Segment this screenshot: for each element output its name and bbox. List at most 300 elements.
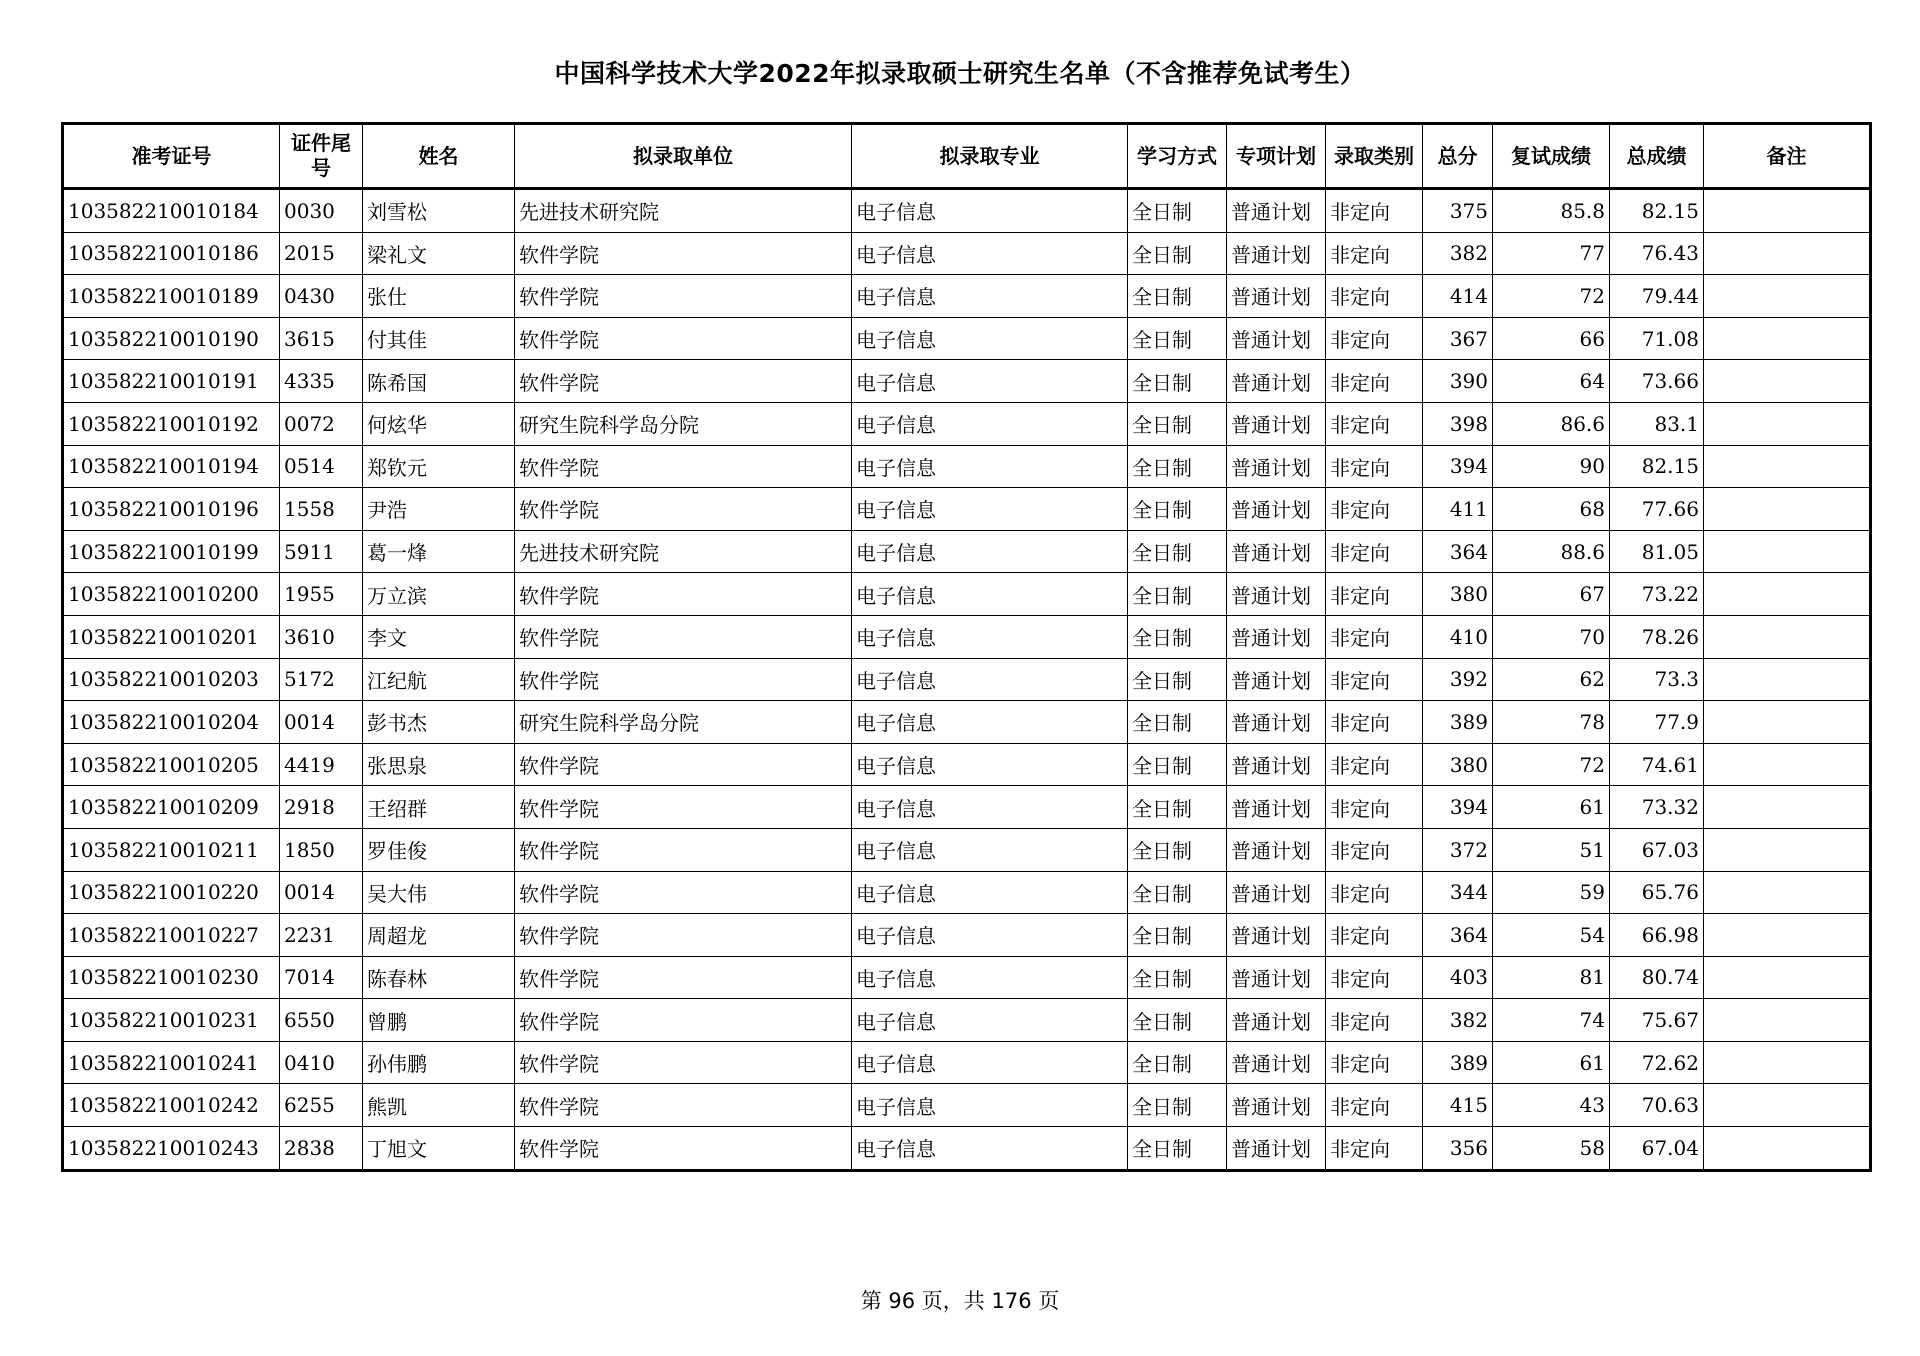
cell-total: 389 [1423,701,1493,744]
cell-unit: 软件学院 [515,615,852,658]
cell-total: 398 [1423,402,1493,445]
table-row [63,658,1871,701]
table-row [63,786,1871,829]
cell-special-plan: 普通计划 [1227,360,1326,403]
cell-special-plan: 普通计划 [1227,1127,1326,1171]
cell-remarks [1704,488,1871,531]
cell-id-tail: 1558 [280,488,363,531]
header-exam-id: 准考证号 [63,124,280,189]
cell-remarks [1704,956,1871,999]
cell-total: 403 [1423,956,1493,999]
cell-id-tail: 4419 [280,743,363,786]
cell-study-mode: 全日制 [1128,189,1227,233]
table-row [63,701,1871,744]
cell-name: 李文 [363,615,515,658]
cell-retest: 58 [1493,1127,1610,1171]
cell-total: 392 [1423,658,1493,701]
table-row [63,573,1871,616]
cell-major: 电子信息 [852,786,1128,829]
admission-table [61,122,1872,1172]
cell-study-mode: 全日制 [1128,317,1227,360]
table-row [63,402,1871,445]
cell-exam-id: 103582210010231 [63,999,280,1042]
cell-total: 364 [1423,914,1493,957]
cell-name: 吴大伟 [363,871,515,914]
cell-name: 陈春林 [363,956,515,999]
cell-study-mode: 全日制 [1128,615,1227,658]
cell-admission-type: 非定向 [1326,999,1423,1042]
cell-study-mode: 全日制 [1128,530,1227,573]
cell-retest: 72 [1493,275,1610,318]
cell-total: 375 [1423,189,1493,233]
cell-exam-id: 103582210010209 [63,786,280,829]
cell-name: 尹浩 [363,488,515,531]
header-id-tail: 证件尾号 [280,124,363,189]
cell-unit: 软件学院 [515,275,852,318]
cell-study-mode: 全日制 [1128,658,1227,701]
cell-total: 367 [1423,317,1493,360]
cell-remarks [1704,786,1871,829]
cell-special-plan: 普通计划 [1227,275,1326,318]
cell-overall: 80.74 [1610,956,1704,999]
cell-id-tail: 3610 [280,615,363,658]
cell-major: 电子信息 [852,402,1128,445]
cell-admission-type: 非定向 [1326,402,1423,445]
cell-remarks [1704,275,1871,318]
cell-total: 415 [1423,1084,1493,1127]
cell-admission-type: 非定向 [1326,189,1423,233]
cell-retest: 85.8 [1493,189,1610,233]
cell-unit: 研究生院科学岛分院 [515,402,852,445]
cell-overall: 73.22 [1610,573,1704,616]
cell-id-tail: 5172 [280,658,363,701]
cell-name: 郑钦元 [363,445,515,488]
cell-admission-type: 非定向 [1326,360,1423,403]
cell-retest: 43 [1493,1084,1610,1127]
table-row [63,530,1871,573]
cell-overall: 76.43 [1610,232,1704,275]
cell-retest: 70 [1493,615,1610,658]
cell-study-mode: 全日制 [1128,701,1227,744]
cell-remarks [1704,1127,1871,1171]
cell-name: 曾鹏 [363,999,515,1042]
cell-overall: 67.04 [1610,1127,1704,1171]
cell-id-tail: 1955 [280,573,363,616]
cell-overall: 73.3 [1610,658,1704,701]
cell-exam-id: 103582210010192 [63,402,280,445]
cell-major: 电子信息 [852,232,1128,275]
cell-overall: 82.15 [1610,445,1704,488]
cell-id-tail: 0072 [280,402,363,445]
cell-exam-id: 103582210010241 [63,1041,280,1084]
cell-name: 万立滨 [363,573,515,616]
cell-unit: 软件学院 [515,914,852,957]
header-admission-type: 录取类别 [1326,124,1423,189]
cell-unit: 软件学院 [515,786,852,829]
table-row [63,999,1871,1042]
cell-overall: 74.61 [1610,743,1704,786]
cell-total: 414 [1423,275,1493,318]
cell-retest: 61 [1493,1041,1610,1084]
cell-special-plan: 普通计划 [1227,189,1326,233]
cell-major: 电子信息 [852,914,1128,957]
cell-study-mode: 全日制 [1128,1084,1227,1127]
table-row [63,956,1871,999]
cell-retest: 86.6 [1493,402,1610,445]
header-overall: 总成绩 [1610,124,1704,189]
table-row [63,828,1871,871]
cell-overall: 78.26 [1610,615,1704,658]
cell-major: 电子信息 [852,275,1128,318]
cell-overall: 79.44 [1610,275,1704,318]
cell-name: 何炫华 [363,402,515,445]
table-row [63,445,1871,488]
cell-admission-type: 非定向 [1326,1041,1423,1084]
table-row [63,743,1871,786]
cell-total: 380 [1423,573,1493,616]
cell-unit: 软件学院 [515,871,852,914]
cell-overall: 70.63 [1610,1084,1704,1127]
table-row [63,275,1871,318]
cell-retest: 78 [1493,701,1610,744]
cell-study-mode: 全日制 [1128,232,1227,275]
cell-remarks [1704,914,1871,957]
cell-special-plan: 普通计划 [1227,573,1326,616]
cell-remarks [1704,615,1871,658]
cell-special-plan: 普通计划 [1227,999,1326,1042]
page-footer: 第 96 页，共 176 页 [860,1289,1060,1313]
cell-name: 王绍群 [363,786,515,829]
cell-unit: 软件学院 [515,488,852,531]
table-row [63,488,1871,531]
table-row [63,615,1871,658]
cell-retest: 62 [1493,658,1610,701]
header-major: 拟录取专业 [852,124,1128,189]
cell-retest: 54 [1493,914,1610,957]
cell-overall: 67.03 [1610,828,1704,871]
cell-overall: 77.9 [1610,701,1704,744]
cell-admission-type: 非定向 [1326,786,1423,829]
cell-admission-type: 非定向 [1326,1084,1423,1127]
cell-exam-id: 103582210010230 [63,956,280,999]
page-title: 中国科学技术大学2022年拟录取硕士研究生名单（不含推荐免试考生） [554,59,1366,88]
cell-admission-type: 非定向 [1326,701,1423,744]
table-row [63,232,1871,275]
cell-retest: 88.6 [1493,530,1610,573]
cell-special-plan: 普通计划 [1227,402,1326,445]
cell-admission-type: 非定向 [1326,488,1423,531]
cell-id-tail: 0430 [280,275,363,318]
cell-exam-id: 103582210010200 [63,573,280,616]
cell-id-tail: 0030 [280,189,363,233]
table-row [63,360,1871,403]
cell-remarks [1704,1041,1871,1084]
cell-id-tail: 0410 [280,1041,363,1084]
cell-major: 电子信息 [852,871,1128,914]
cell-study-mode: 全日制 [1128,445,1227,488]
cell-retest: 68 [1493,488,1610,531]
cell-total: 380 [1423,743,1493,786]
cell-unit: 软件学院 [515,232,852,275]
cell-study-mode: 全日制 [1128,999,1227,1042]
cell-study-mode: 全日制 [1128,1041,1227,1084]
cell-name: 彭书杰 [363,701,515,744]
cell-id-tail: 2838 [280,1127,363,1171]
cell-study-mode: 全日制 [1128,488,1227,531]
cell-retest: 74 [1493,999,1610,1042]
cell-major: 电子信息 [852,488,1128,531]
cell-overall: 71.08 [1610,317,1704,360]
cell-major: 电子信息 [852,701,1128,744]
cell-special-plan: 普通计划 [1227,1041,1326,1084]
cell-major: 电子信息 [852,445,1128,488]
cell-id-tail: 1850 [280,828,363,871]
cell-study-mode: 全日制 [1128,914,1227,957]
cell-id-tail: 0014 [280,871,363,914]
cell-remarks [1704,402,1871,445]
cell-unit: 软件学院 [515,743,852,786]
header-special-plan: 专项计划 [1227,124,1326,189]
cell-unit: 软件学院 [515,828,852,871]
cell-total: 394 [1423,786,1493,829]
cell-special-plan: 普通计划 [1227,615,1326,658]
cell-remarks [1704,317,1871,360]
cell-unit: 软件学院 [515,360,852,403]
cell-exam-id: 103582210010211 [63,828,280,871]
cell-remarks [1704,360,1871,403]
cell-study-mode: 全日制 [1128,1127,1227,1171]
cell-unit: 软件学院 [515,445,852,488]
cell-exam-id: 103582210010199 [63,530,280,573]
cell-total: 356 [1423,1127,1493,1171]
header-total: 总分 [1423,124,1493,189]
header-unit: 拟录取单位 [515,124,852,189]
cell-special-plan: 普通计划 [1227,701,1326,744]
cell-retest: 81 [1493,956,1610,999]
cell-id-tail: 2015 [280,232,363,275]
cell-admission-type: 非定向 [1326,275,1423,318]
cell-admission-type: 非定向 [1326,956,1423,999]
cell-retest: 77 [1493,232,1610,275]
cell-name: 罗佳俊 [363,828,515,871]
cell-overall: 82.15 [1610,189,1704,233]
cell-unit: 软件学院 [515,658,852,701]
cell-major: 电子信息 [852,828,1128,871]
cell-admission-type: 非定向 [1326,914,1423,957]
cell-remarks [1704,828,1871,871]
cell-exam-id: 103582210010220 [63,871,280,914]
cell-remarks [1704,1084,1871,1127]
cell-major: 电子信息 [852,317,1128,360]
cell-name: 熊凯 [363,1084,515,1127]
cell-major: 电子信息 [852,360,1128,403]
cell-total: 364 [1423,530,1493,573]
cell-overall: 83.1 [1610,402,1704,445]
cell-remarks [1704,445,1871,488]
cell-special-plan: 普通计划 [1227,658,1326,701]
cell-special-plan: 普通计划 [1227,488,1326,531]
cell-exam-id: 103582210010191 [63,360,280,403]
cell-exam-id: 103582210010203 [63,658,280,701]
cell-major: 电子信息 [852,615,1128,658]
cell-remarks [1704,999,1871,1042]
cell-name: 张思泉 [363,743,515,786]
table-row [63,1127,1871,1171]
cell-remarks [1704,701,1871,744]
cell-major: 电子信息 [852,1127,1128,1171]
cell-name: 丁旭文 [363,1127,515,1171]
cell-overall: 73.32 [1610,786,1704,829]
cell-study-mode: 全日制 [1128,360,1227,403]
cell-retest: 64 [1493,360,1610,403]
cell-special-plan: 普通计划 [1227,871,1326,914]
cell-study-mode: 全日制 [1128,786,1227,829]
cell-exam-id: 103582210010201 [63,615,280,658]
cell-major: 电子信息 [852,999,1128,1042]
table-row [63,871,1871,914]
cell-special-plan: 普通计划 [1227,914,1326,957]
cell-admission-type: 非定向 [1326,232,1423,275]
cell-retest: 61 [1493,786,1610,829]
cell-exam-id: 103582210010194 [63,445,280,488]
cell-study-mode: 全日制 [1128,743,1227,786]
cell-overall: 77.66 [1610,488,1704,531]
cell-study-mode: 全日制 [1128,275,1227,318]
header-study-mode: 学习方式 [1128,124,1227,189]
cell-name: 付其佳 [363,317,515,360]
cell-id-tail: 4335 [280,360,363,403]
cell-retest: 66 [1493,317,1610,360]
cell-total: 344 [1423,871,1493,914]
cell-unit: 软件学院 [515,573,852,616]
table-row [63,1041,1871,1084]
cell-special-plan: 普通计划 [1227,1084,1326,1127]
cell-admission-type: 非定向 [1326,658,1423,701]
cell-exam-id: 103582210010242 [63,1084,280,1127]
cell-admission-type: 非定向 [1326,573,1423,616]
cell-id-tail: 0514 [280,445,363,488]
cell-unit: 研究生院科学岛分院 [515,701,852,744]
cell-major: 电子信息 [852,189,1128,233]
cell-special-plan: 普通计划 [1227,743,1326,786]
cell-unit: 软件学院 [515,956,852,999]
cell-special-plan: 普通计划 [1227,232,1326,275]
cell-retest: 51 [1493,828,1610,871]
cell-id-tail: 7014 [280,956,363,999]
cell-unit: 先进技术研究院 [515,189,852,233]
table-row [63,189,1871,233]
cell-exam-id: 103582210010189 [63,275,280,318]
table-row [63,914,1871,957]
cell-remarks [1704,530,1871,573]
cell-remarks [1704,573,1871,616]
cell-special-plan: 普通计划 [1227,828,1326,871]
cell-major: 电子信息 [852,658,1128,701]
cell-unit: 软件学院 [515,1084,852,1127]
cell-id-tail: 5911 [280,530,363,573]
cell-total: 390 [1423,360,1493,403]
cell-id-tail: 0014 [280,701,363,744]
cell-major: 电子信息 [852,1084,1128,1127]
cell-exam-id: 103582210010190 [63,317,280,360]
cell-special-plan: 普通计划 [1227,956,1326,999]
cell-overall: 65.76 [1610,871,1704,914]
cell-total: 372 [1423,828,1493,871]
cell-remarks [1704,871,1871,914]
cell-study-mode: 全日制 [1128,402,1227,445]
cell-major: 电子信息 [852,1041,1128,1084]
table-header-row [63,124,1871,189]
cell-retest: 72 [1493,743,1610,786]
cell-major: 电子信息 [852,530,1128,573]
cell-remarks [1704,658,1871,701]
cell-name: 江纪航 [363,658,515,701]
cell-exam-id: 103582210010184 [63,189,280,233]
header-name: 姓名 [363,124,515,189]
cell-remarks [1704,232,1871,275]
cell-name: 葛一烽 [363,530,515,573]
cell-retest: 90 [1493,445,1610,488]
cell-overall: 72.62 [1610,1041,1704,1084]
cell-retest: 59 [1493,871,1610,914]
cell-unit: 软件学院 [515,999,852,1042]
cell-exam-id: 103582210010243 [63,1127,280,1171]
cell-overall: 81.05 [1610,530,1704,573]
cell-id-tail: 2918 [280,786,363,829]
cell-id-tail: 3615 [280,317,363,360]
cell-total: 389 [1423,1041,1493,1084]
cell-special-plan: 普通计划 [1227,445,1326,488]
cell-remarks [1704,189,1871,233]
cell-total: 410 [1423,615,1493,658]
cell-id-tail: 2231 [280,914,363,957]
cell-major: 电子信息 [852,573,1128,616]
cell-total: 411 [1423,488,1493,531]
cell-admission-type: 非定向 [1326,743,1423,786]
cell-id-tail: 6255 [280,1084,363,1127]
cell-unit: 软件学院 [515,1041,852,1084]
cell-name: 周超龙 [363,914,515,957]
cell-exam-id: 103582210010196 [63,488,280,531]
cell-total: 382 [1423,232,1493,275]
cell-admission-type: 非定向 [1326,828,1423,871]
cell-total: 394 [1423,445,1493,488]
cell-study-mode: 全日制 [1128,871,1227,914]
cell-remarks [1704,743,1871,786]
cell-unit: 软件学院 [515,1127,852,1171]
cell-name: 梁礼文 [363,232,515,275]
cell-name: 张仕 [363,275,515,318]
cell-admission-type: 非定向 [1326,1127,1423,1171]
cell-exam-id: 103582210010204 [63,701,280,744]
cell-unit: 软件学院 [515,317,852,360]
cell-id-tail: 6550 [280,999,363,1042]
cell-overall: 66.98 [1610,914,1704,957]
cell-exam-id: 103582210010186 [63,232,280,275]
cell-exam-id: 103582210010205 [63,743,280,786]
cell-exam-id: 103582210010227 [63,914,280,957]
cell-admission-type: 非定向 [1326,530,1423,573]
cell-retest: 67 [1493,573,1610,616]
header-remarks: 备注 [1704,124,1871,189]
cell-study-mode: 全日制 [1128,956,1227,999]
table-row [63,1084,1871,1127]
cell-admission-type: 非定向 [1326,445,1423,488]
cell-name: 刘雪松 [363,189,515,233]
cell-admission-type: 非定向 [1326,615,1423,658]
cell-name: 孙伟鹏 [363,1041,515,1084]
cell-admission-type: 非定向 [1326,871,1423,914]
